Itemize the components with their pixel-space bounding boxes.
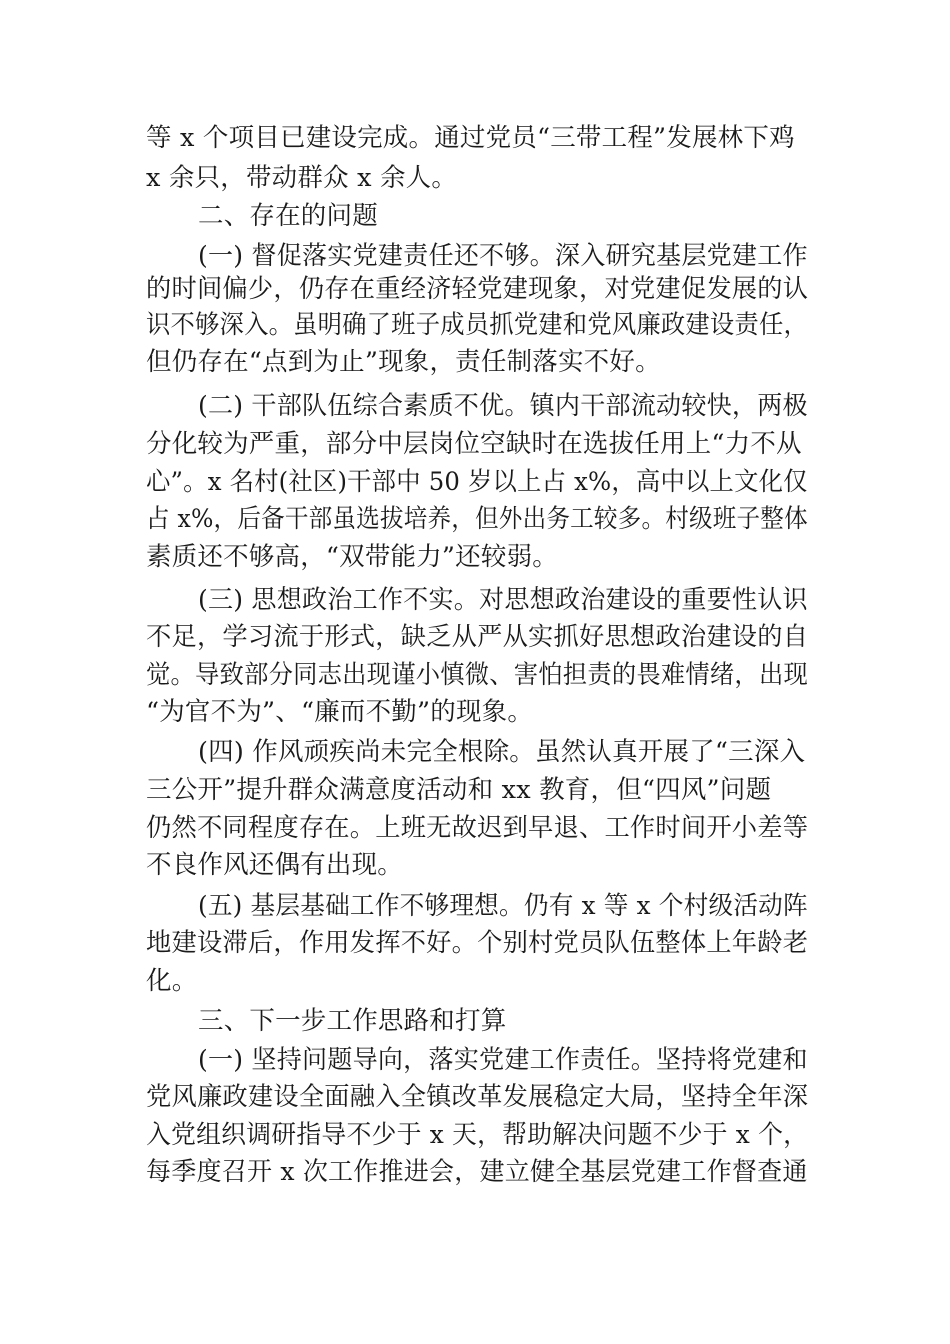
text-line: 等 x 个项目已建设完成。通过党员“三带工程”发展林下鸡 [146, 123, 795, 153]
paragraph-start-line: (二) 干部队伍综合素质不优。镇内干部流动较快，两极 [198, 391, 808, 421]
text-line: 每季度召开 x 次工作推进会，建立健全基层党建工作督查通 [146, 1157, 808, 1187]
paragraph-start-line: (四) 作风顽疾尚未完全根除。虽然认真开展了“三深入 [198, 737, 806, 767]
paragraph-start-line: (一) 督促落实党建责任还不够。深入研究基层党建工作 [198, 241, 808, 271]
text-line: 化。 [146, 966, 198, 996]
text-line: 仍然不同程度存在。上班无故迟到早退、工作时间开小差等 [146, 813, 809, 843]
text-line: 的时间偏少，仍存在重经济轻党建现象，对党建促发展的认 [146, 274, 809, 304]
text-line: 识不够深入。虽明确了班子成员抓党建和党风廉政建设责任， [146, 310, 808, 340]
text-line: 党风廉政建设全面融入全镇改革发展稳定大局，坚持全年深 [146, 1082, 809, 1112]
text-line: 入党组织调研指导不少于 x 天，帮助解决问题不少于 x 个， [146, 1120, 809, 1150]
text-line: 但仍存在“点到为止”现象，责任制落实不好。 [146, 347, 661, 377]
paragraph-start-line: (五) 基层基础工作不够理想。仍有 x 等 x 个村级活动阵 [198, 891, 808, 921]
paragraph-start-line: (一) 坚持问题导向，落实党建工作责任。坚持将党建和 [198, 1045, 808, 1075]
paragraph-start-line: (三) 思想政治工作不实。对思想政治建设的重要性认识 [198, 585, 808, 615]
text-line: 地建设滞后，作用发挥不好。个别村党员队伍整体上年龄老 [146, 928, 809, 958]
text-line: 分化较为严重，部分中层岗位空缺时在选拔任用上“力不从 [146, 429, 802, 459]
text-line: 占 x%，后备干部虽选拔培养，但外出务工较多。村级班子整体 [146, 504, 808, 534]
text-line: 不足，学习流于形式，缺乏从严从实抓好思想政治建设的自 [146, 622, 809, 652]
text-line: 素质还不够高，“双带能力”还较弱。 [146, 542, 558, 572]
text-line: 心”。x 名村(社区)干部中 50 岁以上占 x%，高中以上文化仅 [146, 467, 808, 497]
text-line: x 余只，带动群众 x 余人。 [146, 163, 458, 193]
text-line: 不良作风还偶有出现。 [146, 850, 404, 880]
text-line: 觉。导致部分同志出现谨小慎微、害怕担责的畏难情绪，出现 [146, 660, 808, 690]
text-line: “为官不为”、“廉而不勤”的现象。 [146, 697, 534, 727]
text-line: 三公开”提升群众满意度活动和 xx 教育，但“四风”问题 [146, 775, 772, 805]
section-heading: 三、下一步工作思路和打算 [198, 1006, 507, 1036]
section-heading: 二、存在的问题 [198, 201, 378, 231]
